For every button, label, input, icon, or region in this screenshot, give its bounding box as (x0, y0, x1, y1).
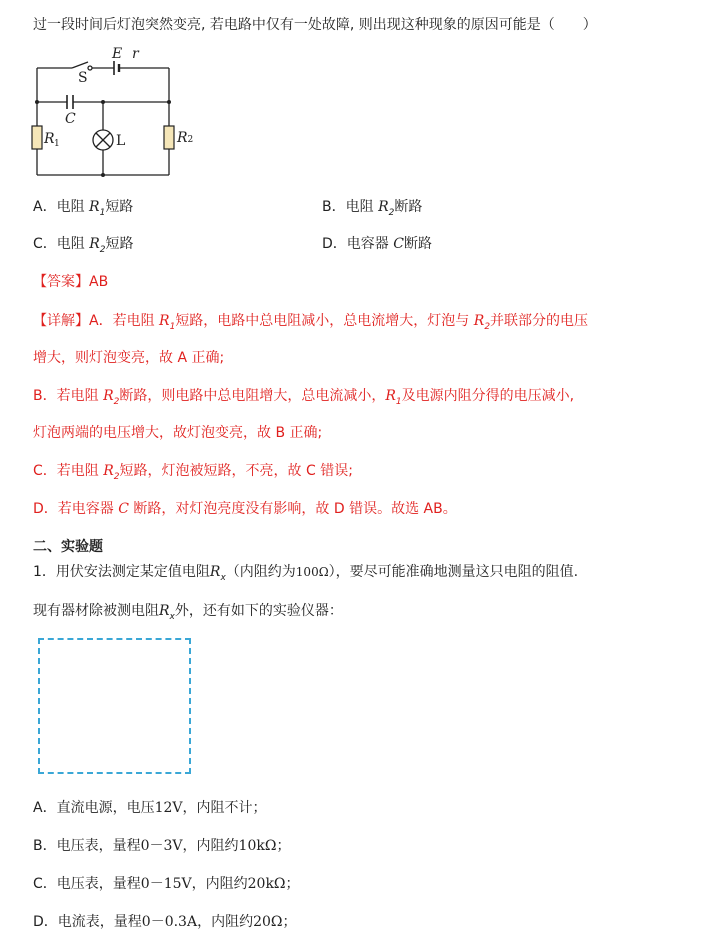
explanation-line-2: 增大，则灯泡变亮，故 A 正确; (33, 350, 225, 366)
explanation-line-5: C．若电阻 $R_2$短路，灯泡被短路，不亮，故 C 错误; (33, 463, 353, 482)
explanation-line-6: D．若电容器 C 断路，对灯泡亮度没有影响，故 D 错误。故选 AB。 (33, 501, 457, 517)
question-stem: 过一段时间后灯泡突然变亮, 若电路中仅有一处故障, 则出现这种现象的原因可能是（ ） (33, 17, 597, 33)
option-d: D．电容器 C断路 (322, 236, 432, 252)
section-heading: 二、实验题 (33, 539, 103, 555)
image-placeholder-box (38, 638, 191, 774)
circuit-diagram (28, 44, 178, 179)
resistor-r1 (32, 126, 42, 149)
explanation-line-3: B．若电阻 $R_2$断路，则电路中总电阻增大，总电流减小，$R_1$及电源内阻分得的电压减小, (33, 388, 575, 407)
equipment-b: B．电压表，量程0－3V，内阻约10kΩ； (33, 838, 291, 854)
equipment-c: C．电压表，量程0－15V，内阻约20kΩ； (33, 876, 300, 892)
capacitor-label: C (65, 111, 76, 127)
emf-label: E (112, 46, 123, 62)
explanation-line-4: 灯泡两端的电压增大，故灯泡变亮，故 B 正确; (33, 425, 323, 441)
r2-label-text: R2 (177, 130, 194, 146)
option-b: B．电阻 $R_2$断路 (322, 199, 423, 218)
resistor-r2 (164, 126, 174, 149)
experiment-question: 1．用伏安法测定某定值电阻$R_x$（内阻约为100Ω），要尽可能准确地测量这只电阻的阻值. (33, 564, 579, 583)
answer: 【答案】AB (33, 274, 109, 290)
internal-resistance-label: r (132, 46, 139, 62)
equipment-intro: 现有器材除被测电阻$R_x$外，还有如下的实验仪器： (33, 603, 343, 622)
equipment-a: A．直流电源，电压12V，内阻不计； (33, 800, 267, 816)
lamp-label: L (116, 133, 126, 149)
option-c: C．电阻 $R_2$短路 (33, 236, 134, 255)
explanation-line-1: 【详解】A．若电阻 $R_1$短路，电路中总电阻减小，总电流增大，灯泡与 $R_2$并联部分的电压 (33, 313, 589, 332)
switch-label: S (78, 70, 88, 86)
switch-blade (72, 62, 88, 68)
r1-sub: 1 (54, 139, 60, 149)
option-a: A．电阻 $R_1$短路 (33, 199, 134, 218)
r1-label: R (44, 131, 55, 147)
equipment-d: D．电流表，量程0－0.3A，内阻约20Ω； (33, 914, 297, 930)
